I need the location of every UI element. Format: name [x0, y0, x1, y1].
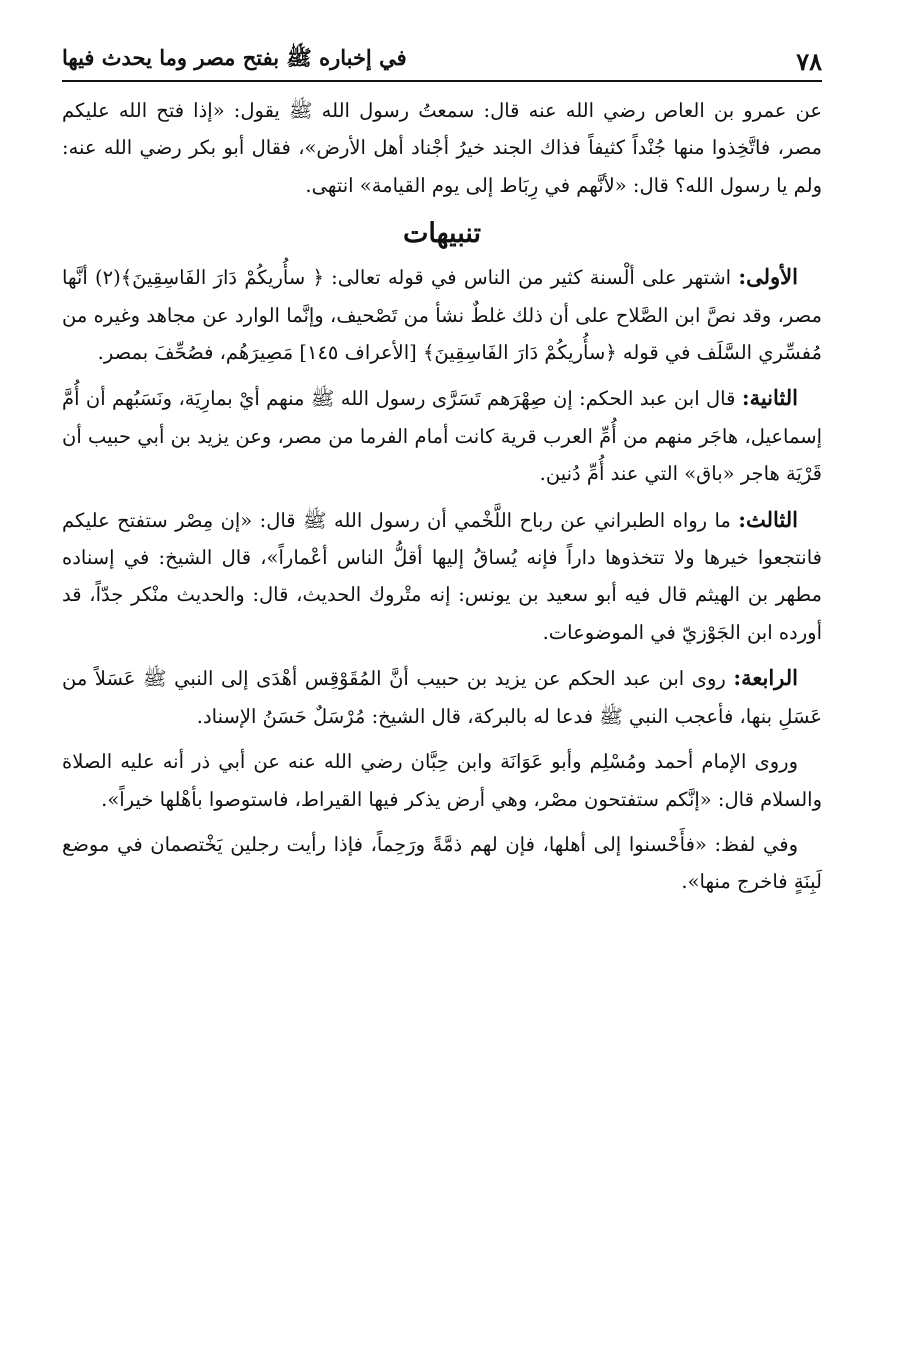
lafz-paragraph: وفي لفظ: «فأَحْسنوا إلى أهلها، فإن لهم ذمَّةً ورَحِماً، فإذا رأيت رجلين يَخْتصمان في موضع لَبِنَةٍ فاخرج منها».	[62, 832, 822, 894]
note-text: قال ابن عبد الحكم: إن صِهْرَهم تَسَرَّى رسول الله ﷺ منهم أيْ بمارِيَة، ونَسَبُهم أن أُمَّ إسماعيل، هاجَر منهم من أُمِّ العرب قرية كانت أمام الفرما من مصر، وعن يزيد بن أبي حبيب أن قَرْيَة هاجر «باق» التي عند أُمِّ دُنين.	[62, 387, 822, 486]
note-third	[62, 501, 822, 652]
note-text: روى ابن عبد الحكم عن يزيد بن حبيب أنَّ المُقَوْقِس أهْدَى إلى النبي ﷺ عَسَلاً من عَسَلِ بنها، فأعجب النبي ﷺ فدعا له بالبركة، قال الشيخ: مُرْسَلٌ حَسَنُ الإسناد.	[62, 667, 822, 728]
note-lead: الرابعة:	[733, 665, 798, 691]
section-heading: تنبيهات	[402, 218, 482, 250]
note-fourth	[62, 659, 822, 735]
page-body	[62, 92, 822, 909]
note-first	[62, 258, 822, 371]
note-lead: الثالث:	[738, 506, 798, 532]
riwaya-paragraph: وروى الإمام أحمد ومُسْلِم وأبو عَوَانَة وابن حِبَّان رضي الله عنه عن أبي ذر أنه عليه الصلاة والسلام قال: «إنَّكم ستفتحون مصْر، وهي أرض يذكر فيها القيراط، فاستوصوا بأهْلها خيراً».	[62, 750, 822, 811]
note-lead: الثانية:	[741, 385, 798, 411]
note-text: اشتهر على ألْسنة كثير من الناس في قوله تعالى: ﴿ سأُريكُمْ دَارَ الفَاسِقِينَ﴾(٢) أنَّها مصر، وقد نصَّ ابن الصَّلاح على أن ذلك غلطٌ نشأ من تَصْحيف، وإنَّما الوارد عن مجاهد وغيره من مُفسِّري السَّلَف في قوله ﴿سأُريكُمْ دَارَ الفَاسِقِينَ﴾ [الأعراف ١٤٥] مَصِيرَهُم، فصُحِّفَ بمصر.	[62, 266, 822, 365]
note-text: ما رواه الطبراني عن رباح اللَّخْمي أن رسول الله ﷺ قال: «إن مِصْر ستفتح عليكم فانتجعوا خيرها ولا تتخذوها داراً فإنه يُساقُ إليها أقلُّ الناس أعْماراً»، قال الشيخ: في إسناده مطهر بن الهيثم قال فيه أبو سعيد بن يونس: إنه متْروك الحديث، قال: والحديث منْكر جدّاً، قد أورده ابن الجَوْزيّ في الموضوعات.	[62, 508, 822, 644]
note-second	[62, 379, 822, 492]
note-lead: الأولى:	[738, 264, 798, 290]
intro-paragraph: عن عمرو بن العاص رضي الله عنه قال: سمعتُ رسول الله ﷺ يقول: «إذا فتح الله عليكم مصر، فاتَّخِذوا منها جُنْداً كثيفاً فذاك الجند خيرُ أجْناد أهل الأرض»، فقال أبو بكر رضي الله عنه: ولم يا رسول الله؟ قال: «لأنَّهم في رِبَاط إلى يوم القيامة» انتهى.	[62, 99, 822, 197]
running-title: في إخباره ﷺ بفتح مصر وما يحدث فيها	[62, 45, 407, 70]
page-number: ٧٨	[796, 47, 822, 76]
page-header	[62, 40, 822, 82]
